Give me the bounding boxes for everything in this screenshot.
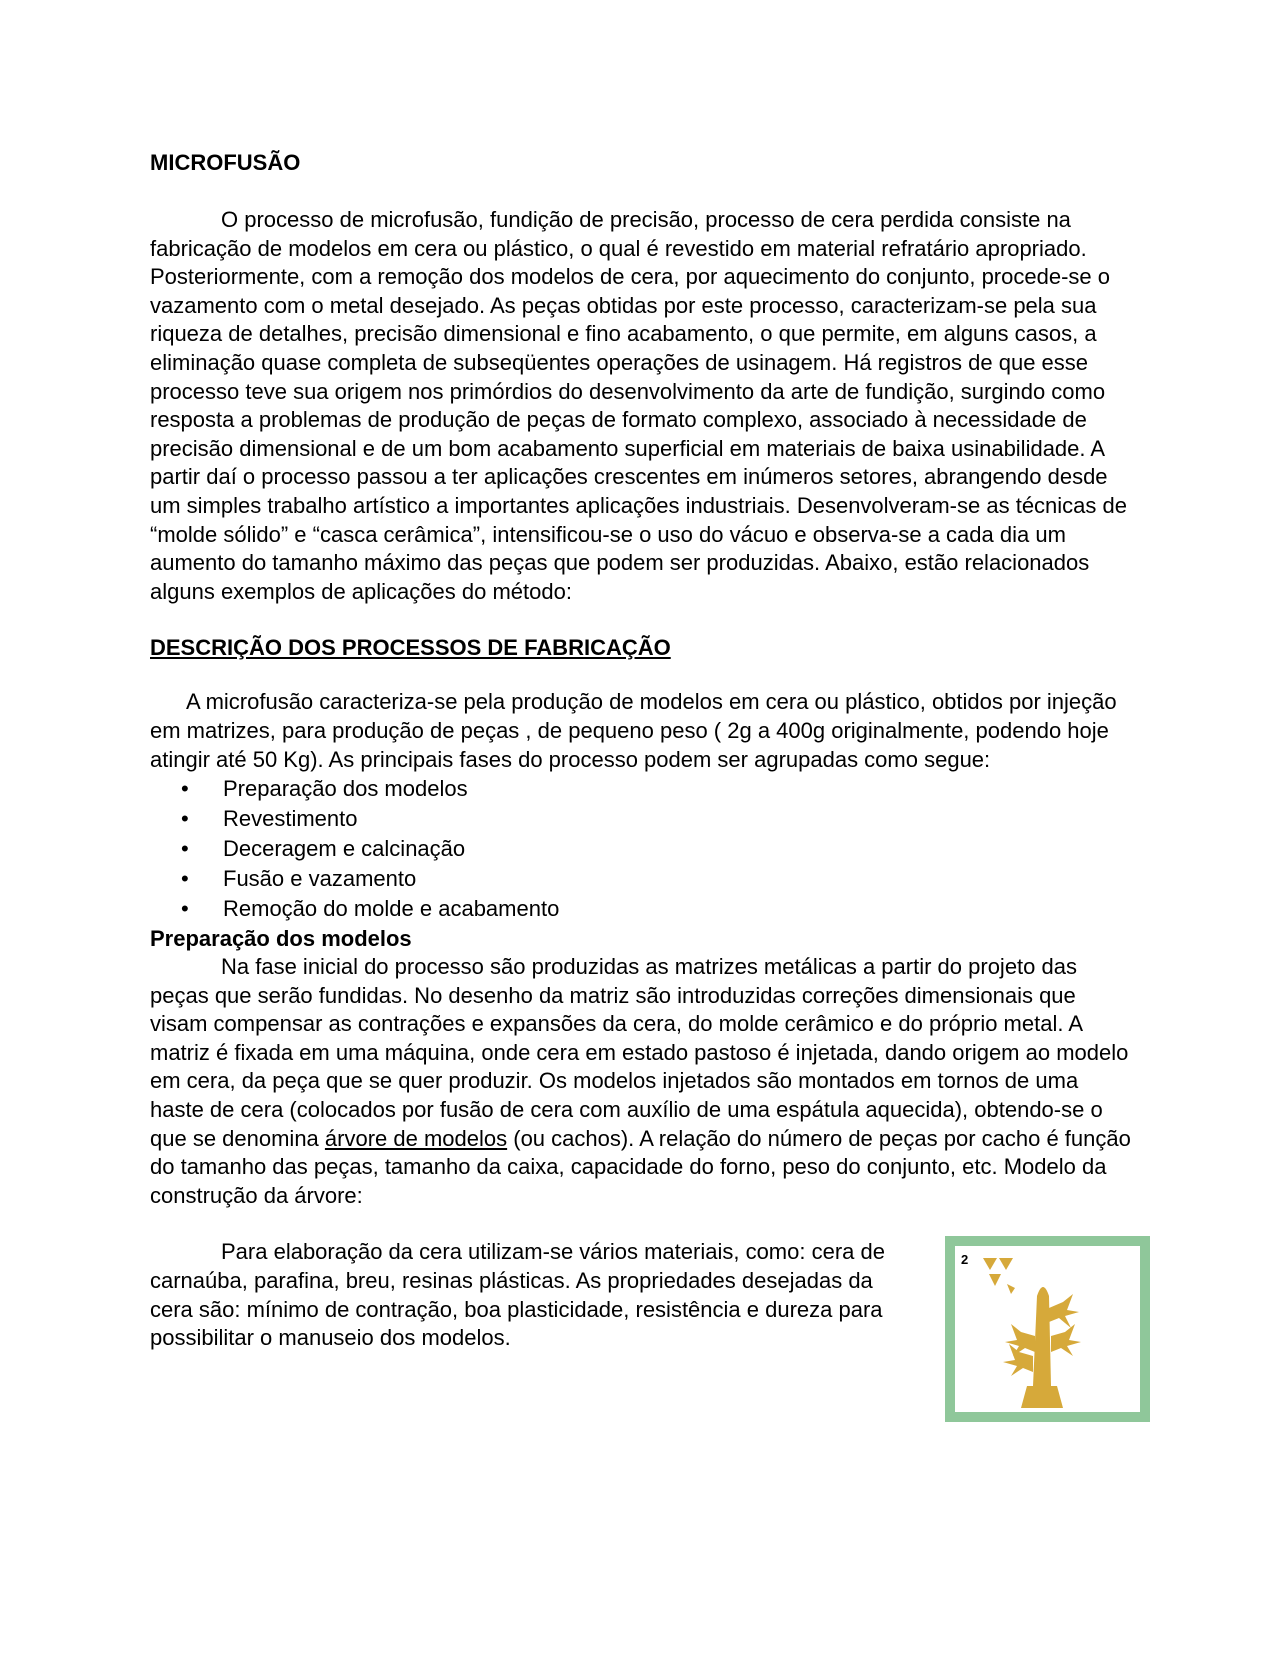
- figure-label: 2: [961, 1252, 969, 1268]
- subheading-preparation: Preparação dos modelos: [150, 926, 412, 952]
- list-item-label: Remoção do molde e acabamento: [223, 896, 560, 922]
- wax-paragraph: Para elaboração da cera utilizam-se vários materiais, como: cera de carnaúba, parafina, breu, resinas plásticas. As propriedades desejadas da cera são: mínimo de contração, boa plasticidade, resistência e dureza para possibilitar o manuseio dos modelos.: [150, 1239, 885, 1351]
- document-title: MICROFUSÃO: [150, 150, 301, 175]
- document-page: [150, 150, 1135, 1428]
- bullet-icon: •: [181, 836, 189, 862]
- preparation-text-end: (ou cachos). A relação do número de peças por cacho é função do tamanho das peças, tamanho da caixa, capacidade do forno, peso do conjunto, etc. Modelo da construção da árvore:: [150, 1125, 1131, 1208]
- section-title: DESCRIÇÃO DOS PROCESSOS DE FABRICAÇÃO: [150, 635, 671, 661]
- wax-tree-figure: [945, 1236, 1150, 1422]
- bullet-icon: •: [181, 776, 189, 802]
- wax-section: [150, 1238, 1135, 1428]
- section-intro-paragraph: A microfusão caracteriza-se pela produção de modelos em cera ou plástico, obtidos por injeção em matrizes, para produção de peças , de pequeno peso ( 2g a 400g originalmente, podendo hoje atingir até 50 Kg). As principais fases do processo podem ser agrupadas como segue:: [150, 689, 1117, 772]
- bullet-icon: •: [181, 866, 189, 892]
- intro-paragraph: O processo de microfusão, fundição de precisão, processo de cera perdida consiste na fabricação de modelos em cera ou plástico, o qual é revestido em material refratário apropriado. Posteriormente, com a remoção dos modelos de cera, por aquecimento do conjunto, procede-se o vazamento com o metal desejado. As peças obtidas por este processo, caracterizam-se pela sua riqueza de detalhes, precisão dimensional e fino acabamento, o que permite, em alguns casos, a eliminação quase completa de subseqüentes operações de usinagem. Há registros de que esse processo teve sua origem nos primórdios do desenvolvimento da arte de fundição, surgindo como resposta a problemas de produção de peças de formato complexo, associado à necessidade de precisão dimensional e de um bom acabamento superficial em materiais de baixa usinabilidade. A partir daí o processo passou a ter aplicações crescentes em inúmeros setores, abrangendo desde um simples trabalho artístico a importantes aplicações industriais. Desenvolveram-se as técnicas de “molde sólido” e “casca cerâmica”, intensificou-se o uso do vácuo e observa-se a cada dia um aumento do tamanho máximo das peças que podem ser produzidas. Abaixo, estão relacionados alguns exemplos de aplicações do método:: [150, 207, 1127, 604]
- preparation-text-start: Na fase inicial do processo são produzidas as matrizes metálicas a partir do projeto das peças que serão fundidas. No desenho da matriz são introduzidas correções dimensionais que visam compensar as contrações e expansões da cera, do molde cerâmico e do próprio metal. A matriz é fixada em uma máquina, onde cera em estado pastoso é injetada, dando origem ao modelo em cera, da peça que se quer produzir. Os modelos injetados são montados em tornos de uma haste de cera (colocados por fusão de cera com auxílio de uma espátula aquecida), obtendo-se o que se denomina: [150, 954, 1129, 1151]
- list-item-label: Revestimento: [223, 806, 358, 832]
- list-item: [150, 834, 1135, 864]
- phases-list: [150, 774, 1135, 924]
- preparation-paragraph: [150, 953, 1135, 1210]
- list-item: [150, 894, 1135, 924]
- list-item-label: Deceragem e calcinação: [223, 836, 466, 862]
- bullet-icon: •: [181, 896, 189, 922]
- list-item-label: Preparação dos modelos: [223, 776, 468, 802]
- list-item: [150, 804, 1135, 834]
- bullet-icon: •: [181, 806, 189, 832]
- list-item-label: Fusão e vazamento: [223, 866, 417, 892]
- list-item: [150, 774, 1135, 804]
- wax-tree-icon: [945, 1236, 1150, 1422]
- tree-base: [1021, 1386, 1063, 1408]
- tree-of-models-term: árvore de modelos: [324, 1125, 508, 1151]
- list-item: [150, 864, 1135, 894]
